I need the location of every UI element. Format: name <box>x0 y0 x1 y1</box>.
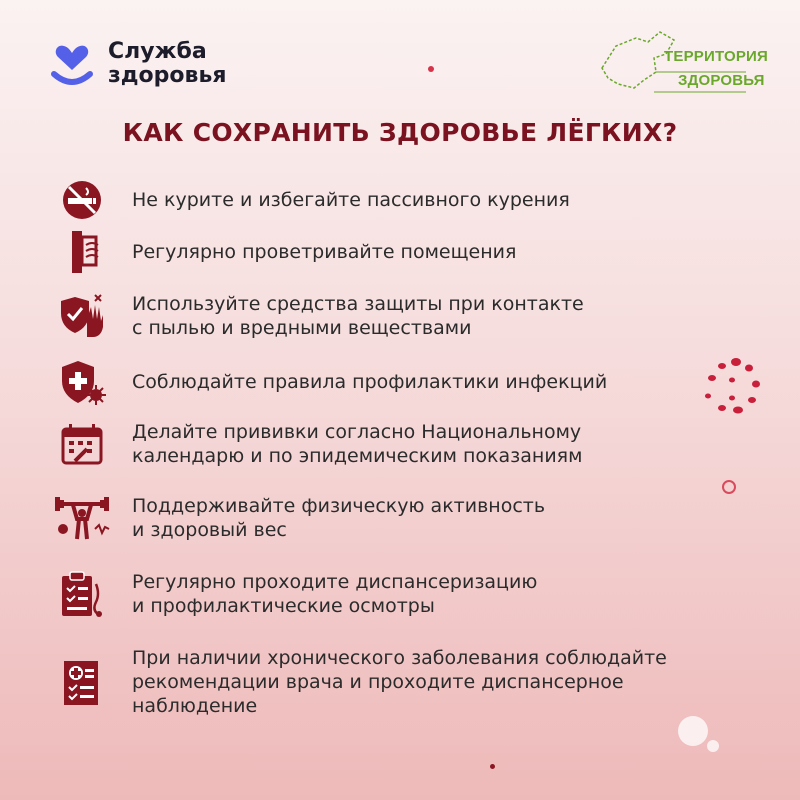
tip-item-7 <box>52 570 752 618</box>
decor-dot <box>428 66 434 72</box>
logo-right-line-1: ТЕРРИТОРИЯ <box>664 48 768 65</box>
decor-ring <box>722 480 736 494</box>
tip-item-2 <box>52 228 752 276</box>
logo-line-1: Служба <box>108 39 207 64</box>
tip-item-3 <box>52 292 752 340</box>
tip-item-5 <box>52 420 752 468</box>
tip-item-8 <box>52 646 752 718</box>
logo-sluzhba-zdorovya <box>48 40 227 88</box>
logo-line-2: здоровья <box>108 63 227 88</box>
logo-right-line-2: ЗДОРОВЬЯ <box>678 72 765 89</box>
decor-bubble-large <box>678 716 708 746</box>
medical-record-icon <box>52 658 112 706</box>
shield-virus-icon <box>52 358 112 406</box>
page-title: КАК СОХРАНИТЬ ЗДОРОВЬЕ ЛЁГКИХ? <box>122 118 678 147</box>
tip-item-6 <box>52 494 752 542</box>
tip-text: Регулярно проходите диспансеризацию и профилактические осмотры <box>132 571 538 617</box>
decor-dot <box>490 764 495 769</box>
no-smoking-icon <box>52 176 112 224</box>
tip-text: Поддерживайте физическую активность и здоровый вес <box>132 495 546 541</box>
tip-text: Используйте средства защиты при контакте с пылью и вредными веществами <box>132 293 584 339</box>
virus-cluster-decor <box>702 356 764 416</box>
logo-text <box>108 40 227 88</box>
clipboard-stethoscope-icon <box>52 570 112 618</box>
tip-text: Не курите и избегайте пассивного курения <box>132 189 570 211</box>
weightlifting-icon <box>52 494 112 542</box>
tip-text: При наличии хронического заболевания соблюдайте рекомендации врача и проходите диспансерное наблюдение <box>132 647 667 717</box>
tip-item-1 <box>52 176 752 224</box>
decor-bubble-small <box>707 740 719 752</box>
tip-item-4 <box>52 358 752 406</box>
logo-territoriya-zdorovya <box>596 28 768 98</box>
tip-text: Делайте прививки согласно Национальному календарю и по эпидемическим показаниям <box>132 421 583 467</box>
calendar-syringe-icon <box>52 420 112 468</box>
ventilation-icon <box>52 228 112 276</box>
protection-gloves-icon <box>52 292 112 340</box>
heart-smile-icon <box>48 40 96 88</box>
tip-text: Соблюдайте правила профилактики инфекций <box>132 371 608 393</box>
tip-text: Регулярно проветривайте помещения <box>132 241 517 263</box>
